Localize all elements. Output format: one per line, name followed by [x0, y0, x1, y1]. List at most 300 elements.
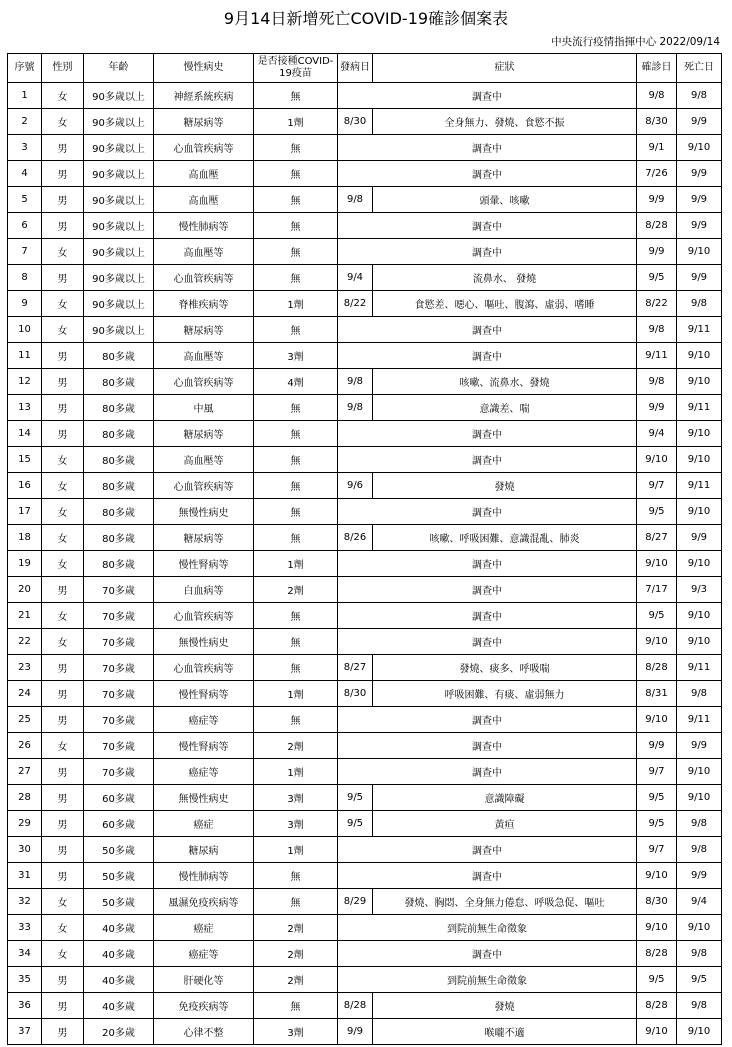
table-row — [8, 967, 722, 993]
cell-no: 32 — [8, 889, 42, 915]
cell-sex: 男 — [42, 967, 84, 993]
cell-symptoms: 調查中 — [338, 629, 637, 655]
cell-confirmed: 9/10 — [637, 863, 677, 889]
cell-chronic: 糖尿病等 — [154, 525, 254, 551]
cell-symptoms: 全身無力、發燒、食慾不振 — [373, 109, 637, 135]
cell-confirmed: 9/9 — [637, 395, 677, 421]
table-row — [8, 213, 722, 239]
cell-death: 9/10 — [677, 421, 722, 447]
cell-sex: 男 — [42, 369, 84, 395]
cell-confirmed: 8/28 — [637, 213, 677, 239]
cell-death: 9/10 — [677, 785, 722, 811]
cell-chronic: 高血壓 — [154, 187, 254, 213]
cell-age: 90多歲以上 — [84, 135, 154, 161]
cell-death: 9/11 — [677, 655, 722, 681]
cell-onset: 9/9 — [338, 1019, 373, 1045]
table-row — [8, 785, 722, 811]
cell-sex: 男 — [42, 135, 84, 161]
cell-chronic: 癌症 — [154, 915, 254, 941]
cell-death: 9/8 — [677, 291, 722, 317]
cell-sex: 女 — [42, 629, 84, 655]
cell-onset: 9/5 — [338, 785, 373, 811]
cell-sex: 男 — [42, 421, 84, 447]
header-vaccine: 是否接種COVID-19疫苗 — [254, 54, 338, 83]
cell-symptoms: 調查中 — [338, 941, 637, 967]
cell-death: 9/11 — [677, 395, 722, 421]
cell-vaccine: 2劑 — [254, 577, 338, 603]
cell-no: 28 — [8, 785, 42, 811]
cell-no: 37 — [8, 1019, 42, 1045]
cell-no: 31 — [8, 863, 42, 889]
cell-confirmed: 9/10 — [637, 707, 677, 733]
cell-no: 13 — [8, 395, 42, 421]
table-row — [8, 889, 722, 915]
cell-confirmed: 9/8 — [637, 369, 677, 395]
cell-sex: 男 — [42, 395, 84, 421]
cell-symptoms: 發燒 — [373, 993, 637, 1019]
cell-death: 9/10 — [677, 1019, 722, 1045]
cell-no: 9 — [8, 291, 42, 317]
cell-sex: 男 — [42, 343, 84, 369]
cell-age: 90多歲以上 — [84, 109, 154, 135]
cell-no: 29 — [8, 811, 42, 837]
cell-age: 90多歲以上 — [84, 239, 154, 265]
cell-symptoms: 調查中 — [338, 577, 637, 603]
cell-symptoms: 意識差、喘 — [373, 395, 637, 421]
cell-age: 50多歲 — [84, 863, 154, 889]
table-row — [8, 759, 722, 785]
cell-death: 9/10 — [677, 343, 722, 369]
cell-sex: 女 — [42, 603, 84, 629]
cell-age: 60多歲 — [84, 785, 154, 811]
cell-no: 33 — [8, 915, 42, 941]
cell-death: 9/9 — [677, 733, 722, 759]
cell-sex: 男 — [42, 707, 84, 733]
cell-no: 27 — [8, 759, 42, 785]
cell-sex: 男 — [42, 681, 84, 707]
cell-onset: 9/8 — [338, 187, 373, 213]
cell-age: 70多歲 — [84, 733, 154, 759]
cell-sex: 女 — [42, 915, 84, 941]
cell-death: 9/9 — [677, 525, 722, 551]
cell-confirmed: 9/5 — [637, 967, 677, 993]
cell-no: 24 — [8, 681, 42, 707]
cell-chronic: 神經系統疾病 — [154, 83, 254, 109]
cell-symptoms: 調查中 — [338, 551, 637, 577]
cell-no: 2 — [8, 109, 42, 135]
cell-symptoms: 調查中 — [338, 447, 637, 473]
cell-sex: 女 — [42, 525, 84, 551]
cell-death: 9/9 — [677, 187, 722, 213]
cell-chronic: 無慢性病史 — [154, 629, 254, 655]
table-row — [8, 707, 722, 733]
table-row — [8, 629, 722, 655]
cell-onset: 8/30 — [338, 681, 373, 707]
cell-sex: 男 — [42, 213, 84, 239]
cell-confirmed: 8/31 — [637, 681, 677, 707]
cell-chronic: 慢性腎病等 — [154, 681, 254, 707]
cell-confirmed: 9/5 — [637, 811, 677, 837]
header-confirmed: 確診日 — [637, 54, 677, 83]
table-row — [8, 811, 722, 837]
cell-vaccine: 無 — [254, 213, 338, 239]
cell-chronic: 糖尿病等 — [154, 317, 254, 343]
cell-confirmed: 8/28 — [637, 993, 677, 1019]
table-row — [8, 941, 722, 967]
cell-chronic: 心血管疾病等 — [154, 603, 254, 629]
cell-chronic: 風濕免疫疾病等 — [154, 889, 254, 915]
cell-age: 90多歲以上 — [84, 83, 154, 109]
cell-sex: 女 — [42, 317, 84, 343]
table-row — [8, 369, 722, 395]
table-row — [8, 265, 722, 291]
page-title: 9月14日新增死亡COVID-19確診個案表 — [223, 9, 509, 28]
cell-vaccine: 3劑 — [254, 785, 338, 811]
cell-symptoms: 調查中 — [338, 135, 637, 161]
cell-death: 9/10 — [677, 135, 722, 161]
cell-age: 90多歲以上 — [84, 187, 154, 213]
table-row — [8, 239, 722, 265]
cell-no: 36 — [8, 993, 42, 1019]
cell-age: 80多歲 — [84, 369, 154, 395]
cell-age: 80多歲 — [84, 499, 154, 525]
cell-vaccine: 1劑 — [254, 837, 338, 863]
cell-onset: 9/4 — [338, 265, 373, 291]
cell-no: 21 — [8, 603, 42, 629]
cell-no: 30 — [8, 837, 42, 863]
cell-age: 90多歲以上 — [84, 291, 154, 317]
cell-confirmed: 9/5 — [637, 499, 677, 525]
cell-age: 40多歲 — [84, 967, 154, 993]
cell-chronic: 心血管疾病等 — [154, 369, 254, 395]
cell-chronic: 心血管疾病等 — [154, 265, 254, 291]
cell-confirmed: 8/22 — [637, 291, 677, 317]
cell-no: 19 — [8, 551, 42, 577]
cell-symptoms: 到院前無生命徵象 — [338, 967, 637, 993]
cell-sex: 女 — [42, 447, 84, 473]
cell-sex: 女 — [42, 551, 84, 577]
cell-chronic: 慢性肺病等 — [154, 863, 254, 889]
table-row — [8, 395, 722, 421]
cell-death: 9/10 — [677, 369, 722, 395]
cell-confirmed: 9/8 — [637, 83, 677, 109]
table-row — [8, 291, 722, 317]
table-row — [8, 681, 722, 707]
cell-age: 90多歲以上 — [84, 213, 154, 239]
cell-sex: 女 — [42, 941, 84, 967]
cell-onset: 9/5 — [338, 811, 373, 837]
cell-symptoms: 調查中 — [338, 603, 637, 629]
cell-confirmed: 9/1 — [637, 135, 677, 161]
cell-confirmed: 9/10 — [637, 551, 677, 577]
cell-no: 20 — [8, 577, 42, 603]
cell-confirmed: 9/10 — [637, 1019, 677, 1045]
cell-no: 1 — [8, 83, 42, 109]
cell-no: 18 — [8, 525, 42, 551]
cell-chronic: 白血病等 — [154, 577, 254, 603]
cell-death: 9/10 — [677, 915, 722, 941]
cell-no: 23 — [8, 655, 42, 681]
cell-no: 4 — [8, 161, 42, 187]
table-row — [8, 837, 722, 863]
cell-age: 20多歲 — [84, 1019, 154, 1045]
table-row — [8, 915, 722, 941]
table-row — [8, 343, 722, 369]
cell-sex: 女 — [42, 83, 84, 109]
cell-vaccine: 無 — [254, 161, 338, 187]
cell-vaccine: 1劑 — [254, 551, 338, 577]
table-row — [8, 135, 722, 161]
cell-chronic: 糖尿病等 — [154, 109, 254, 135]
cell-vaccine: 2劑 — [254, 941, 338, 967]
cell-confirmed: 7/17 — [637, 577, 677, 603]
cell-no: 10 — [8, 317, 42, 343]
cell-chronic: 無慢性病史 — [154, 785, 254, 811]
cell-no: 7 — [8, 239, 42, 265]
cell-sex: 女 — [42, 499, 84, 525]
cell-no: 5 — [8, 187, 42, 213]
cell-age: 50多歲 — [84, 837, 154, 863]
cell-death: 9/11 — [677, 317, 722, 343]
cell-death: 9/9 — [677, 213, 722, 239]
cell-age: 70多歲 — [84, 629, 154, 655]
cell-vaccine: 無 — [254, 239, 338, 265]
cell-age: 70多歲 — [84, 681, 154, 707]
source-note: 中央流行疫情指揮中心 2022/09/14 — [551, 36, 720, 48]
cell-chronic: 心律不整 — [154, 1019, 254, 1045]
cell-no: 17 — [8, 499, 42, 525]
header-no: 序號 — [8, 54, 42, 83]
table-row — [8, 863, 722, 889]
cell-age: 60多歲 — [84, 811, 154, 837]
cell-death: 9/9 — [677, 161, 722, 187]
cell-death: 9/10 — [677, 447, 722, 473]
cell-no: 16 — [8, 473, 42, 499]
cell-vaccine: 1劑 — [254, 291, 338, 317]
cell-chronic: 慢性肺病等 — [154, 213, 254, 239]
cell-sex: 男 — [42, 993, 84, 1019]
cell-confirmed: 9/5 — [637, 603, 677, 629]
cell-symptoms: 喉嚨不適 — [373, 1019, 637, 1045]
cell-death: 9/8 — [677, 83, 722, 109]
cell-symptoms: 調查中 — [338, 837, 637, 863]
cell-onset: 8/30 — [338, 109, 373, 135]
cell-vaccine: 無 — [254, 525, 338, 551]
table-row — [8, 551, 722, 577]
cell-symptoms: 發燒、痰多、呼吸喘 — [373, 655, 637, 681]
cell-death: 9/10 — [677, 603, 722, 629]
cell-onset: 9/6 — [338, 473, 373, 499]
cell-no: 12 — [8, 369, 42, 395]
table-row — [8, 317, 722, 343]
cell-confirmed: 9/7 — [637, 837, 677, 863]
cell-age: 70多歲 — [84, 707, 154, 733]
cell-symptoms: 調查中 — [338, 213, 637, 239]
cell-sex: 女 — [42, 473, 84, 499]
cell-vaccine: 無 — [254, 83, 338, 109]
table-row — [8, 577, 722, 603]
cell-age: 90多歲以上 — [84, 317, 154, 343]
cell-symptoms: 調查中 — [338, 161, 637, 187]
cell-onset: 8/22 — [338, 291, 373, 317]
cell-no: 34 — [8, 941, 42, 967]
table-row — [8, 499, 722, 525]
cell-vaccine: 無 — [254, 889, 338, 915]
cell-symptoms: 咳嗽、流鼻水、發燒 — [373, 369, 637, 395]
cell-chronic: 中風 — [154, 395, 254, 421]
cell-symptoms: 調查中 — [338, 499, 637, 525]
cell-sex: 女 — [42, 109, 84, 135]
cell-symptoms: 黃疸 — [373, 811, 637, 837]
cell-vaccine: 1劑 — [254, 759, 338, 785]
cell-symptoms: 調查中 — [338, 707, 637, 733]
cell-onset: 8/29 — [338, 889, 373, 915]
cell-age: 90多歲以上 — [84, 161, 154, 187]
cell-sex: 男 — [42, 265, 84, 291]
cell-vaccine: 4劑 — [254, 369, 338, 395]
cell-vaccine: 無 — [254, 473, 338, 499]
cell-vaccine: 2劑 — [254, 967, 338, 993]
cell-sex: 女 — [42, 239, 84, 265]
cell-symptoms: 調查中 — [338, 343, 637, 369]
cell-confirmed: 9/4 — [637, 421, 677, 447]
header-sex: 性別 — [42, 54, 84, 83]
cell-sex: 男 — [42, 759, 84, 785]
cell-symptoms: 發燒 — [373, 473, 637, 499]
cell-no: 8 — [8, 265, 42, 291]
cell-vaccine: 無 — [254, 863, 338, 889]
cell-no: 15 — [8, 447, 42, 473]
cell-chronic: 高血壓 — [154, 161, 254, 187]
cell-chronic: 慢性腎病等 — [154, 733, 254, 759]
cell-no: 25 — [8, 707, 42, 733]
cell-sex: 男 — [42, 1019, 84, 1045]
cell-death: 9/8 — [677, 837, 722, 863]
cell-sex: 男 — [42, 655, 84, 681]
cell-age: 80多歲 — [84, 395, 154, 421]
cell-chronic: 免疫疾病等 — [154, 993, 254, 1019]
cell-chronic: 心血管疾病等 — [154, 135, 254, 161]
header-onset: 發病日 — [338, 54, 373, 83]
cell-symptoms: 意識障礙 — [373, 785, 637, 811]
cell-chronic: 無慢性病史 — [154, 499, 254, 525]
cell-confirmed: 8/27 — [637, 525, 677, 551]
cell-confirmed: 9/7 — [637, 759, 677, 785]
cell-chronic: 癌症等 — [154, 759, 254, 785]
cell-symptoms: 到院前無生命徵象 — [338, 915, 637, 941]
cell-age: 70多歲 — [84, 577, 154, 603]
cell-death: 9/9 — [677, 109, 722, 135]
cell-chronic: 高血壓等 — [154, 239, 254, 265]
cell-age: 80多歲 — [84, 551, 154, 577]
table-row — [8, 655, 722, 681]
cell-sex: 女 — [42, 889, 84, 915]
cell-chronic: 心血管疾病等 — [154, 473, 254, 499]
cell-chronic: 心血管疾病等 — [154, 655, 254, 681]
cell-sex: 男 — [42, 863, 84, 889]
table-header-row — [8, 54, 722, 83]
cell-confirmed: 8/30 — [637, 109, 677, 135]
cell-symptoms: 發燒、胸悶、全身無力倦怠、呼吸急促、嘔吐 — [373, 889, 637, 915]
table-row — [8, 421, 722, 447]
table-row — [8, 993, 722, 1019]
cell-chronic: 癌症等 — [154, 707, 254, 733]
cell-confirmed: 9/8 — [637, 317, 677, 343]
cell-age: 80多歲 — [84, 421, 154, 447]
cell-vaccine: 3劑 — [254, 343, 338, 369]
cell-vaccine: 無 — [254, 187, 338, 213]
cell-vaccine: 無 — [254, 135, 338, 161]
cell-age: 80多歲 — [84, 473, 154, 499]
cell-vaccine: 2劑 — [254, 733, 338, 759]
header-death: 死亡日 — [677, 54, 722, 83]
cell-symptoms: 調查中 — [338, 421, 637, 447]
cell-symptoms: 調查中 — [338, 317, 637, 343]
cell-sex: 男 — [42, 811, 84, 837]
cell-confirmed: 9/10 — [637, 915, 677, 941]
cell-confirmed: 9/9 — [637, 187, 677, 213]
cell-age: 80多歲 — [84, 447, 154, 473]
cell-sex: 男 — [42, 837, 84, 863]
cell-symptoms: 頭暈、咳嗽 — [373, 187, 637, 213]
cell-vaccine: 2劑 — [254, 915, 338, 941]
cell-chronic: 糖尿病等 — [154, 421, 254, 447]
cell-age: 40多歲 — [84, 993, 154, 1019]
cell-death: 9/8 — [677, 941, 722, 967]
cell-symptoms: 調查中 — [338, 83, 637, 109]
cell-confirmed: 9/7 — [637, 473, 677, 499]
cell-sex: 男 — [42, 161, 84, 187]
cell-death: 9/4 — [677, 889, 722, 915]
cell-death: 9/5 — [677, 967, 722, 993]
cell-death: 9/10 — [677, 499, 722, 525]
cell-chronic: 肝硬化等 — [154, 967, 254, 993]
cell-vaccine: 無 — [254, 421, 338, 447]
cell-symptoms: 調查中 — [338, 239, 637, 265]
cell-sex: 男 — [42, 577, 84, 603]
cell-confirmed: 7/26 — [637, 161, 677, 187]
cell-symptoms: 調查中 — [338, 863, 637, 889]
cell-vaccine: 1劑 — [254, 109, 338, 135]
table-row — [8, 447, 722, 473]
cell-age: 40多歲 — [84, 915, 154, 941]
cell-vaccine: 無 — [254, 603, 338, 629]
cell-no: 11 — [8, 343, 42, 369]
cell-vaccine: 無 — [254, 499, 338, 525]
cell-sex: 男 — [42, 785, 84, 811]
cell-death: 9/10 — [677, 629, 722, 655]
cell-death: 9/8 — [677, 993, 722, 1019]
table-row — [8, 603, 722, 629]
cell-confirmed: 9/10 — [637, 629, 677, 655]
cell-confirmed: 8/28 — [637, 941, 677, 967]
cell-death: 9/3 — [677, 577, 722, 603]
cell-age: 70多歲 — [84, 603, 154, 629]
cell-age: 70多歲 — [84, 759, 154, 785]
cell-death: 9/10 — [677, 759, 722, 785]
cell-death: 9/10 — [677, 551, 722, 577]
cell-death: 9/8 — [677, 681, 722, 707]
cell-confirmed: 8/28 — [637, 655, 677, 681]
cell-vaccine: 無 — [254, 395, 338, 421]
cell-vaccine: 3劑 — [254, 1019, 338, 1045]
cell-symptoms: 食慾差、噁心、嘔吐、腹瀉、虛弱、嗜睡 — [373, 291, 637, 317]
cell-vaccine: 無 — [254, 629, 338, 655]
cell-chronic: 糖尿病 — [154, 837, 254, 863]
table-row — [8, 83, 722, 109]
cell-death: 9/8 — [677, 811, 722, 837]
cell-vaccine: 無 — [254, 707, 338, 733]
